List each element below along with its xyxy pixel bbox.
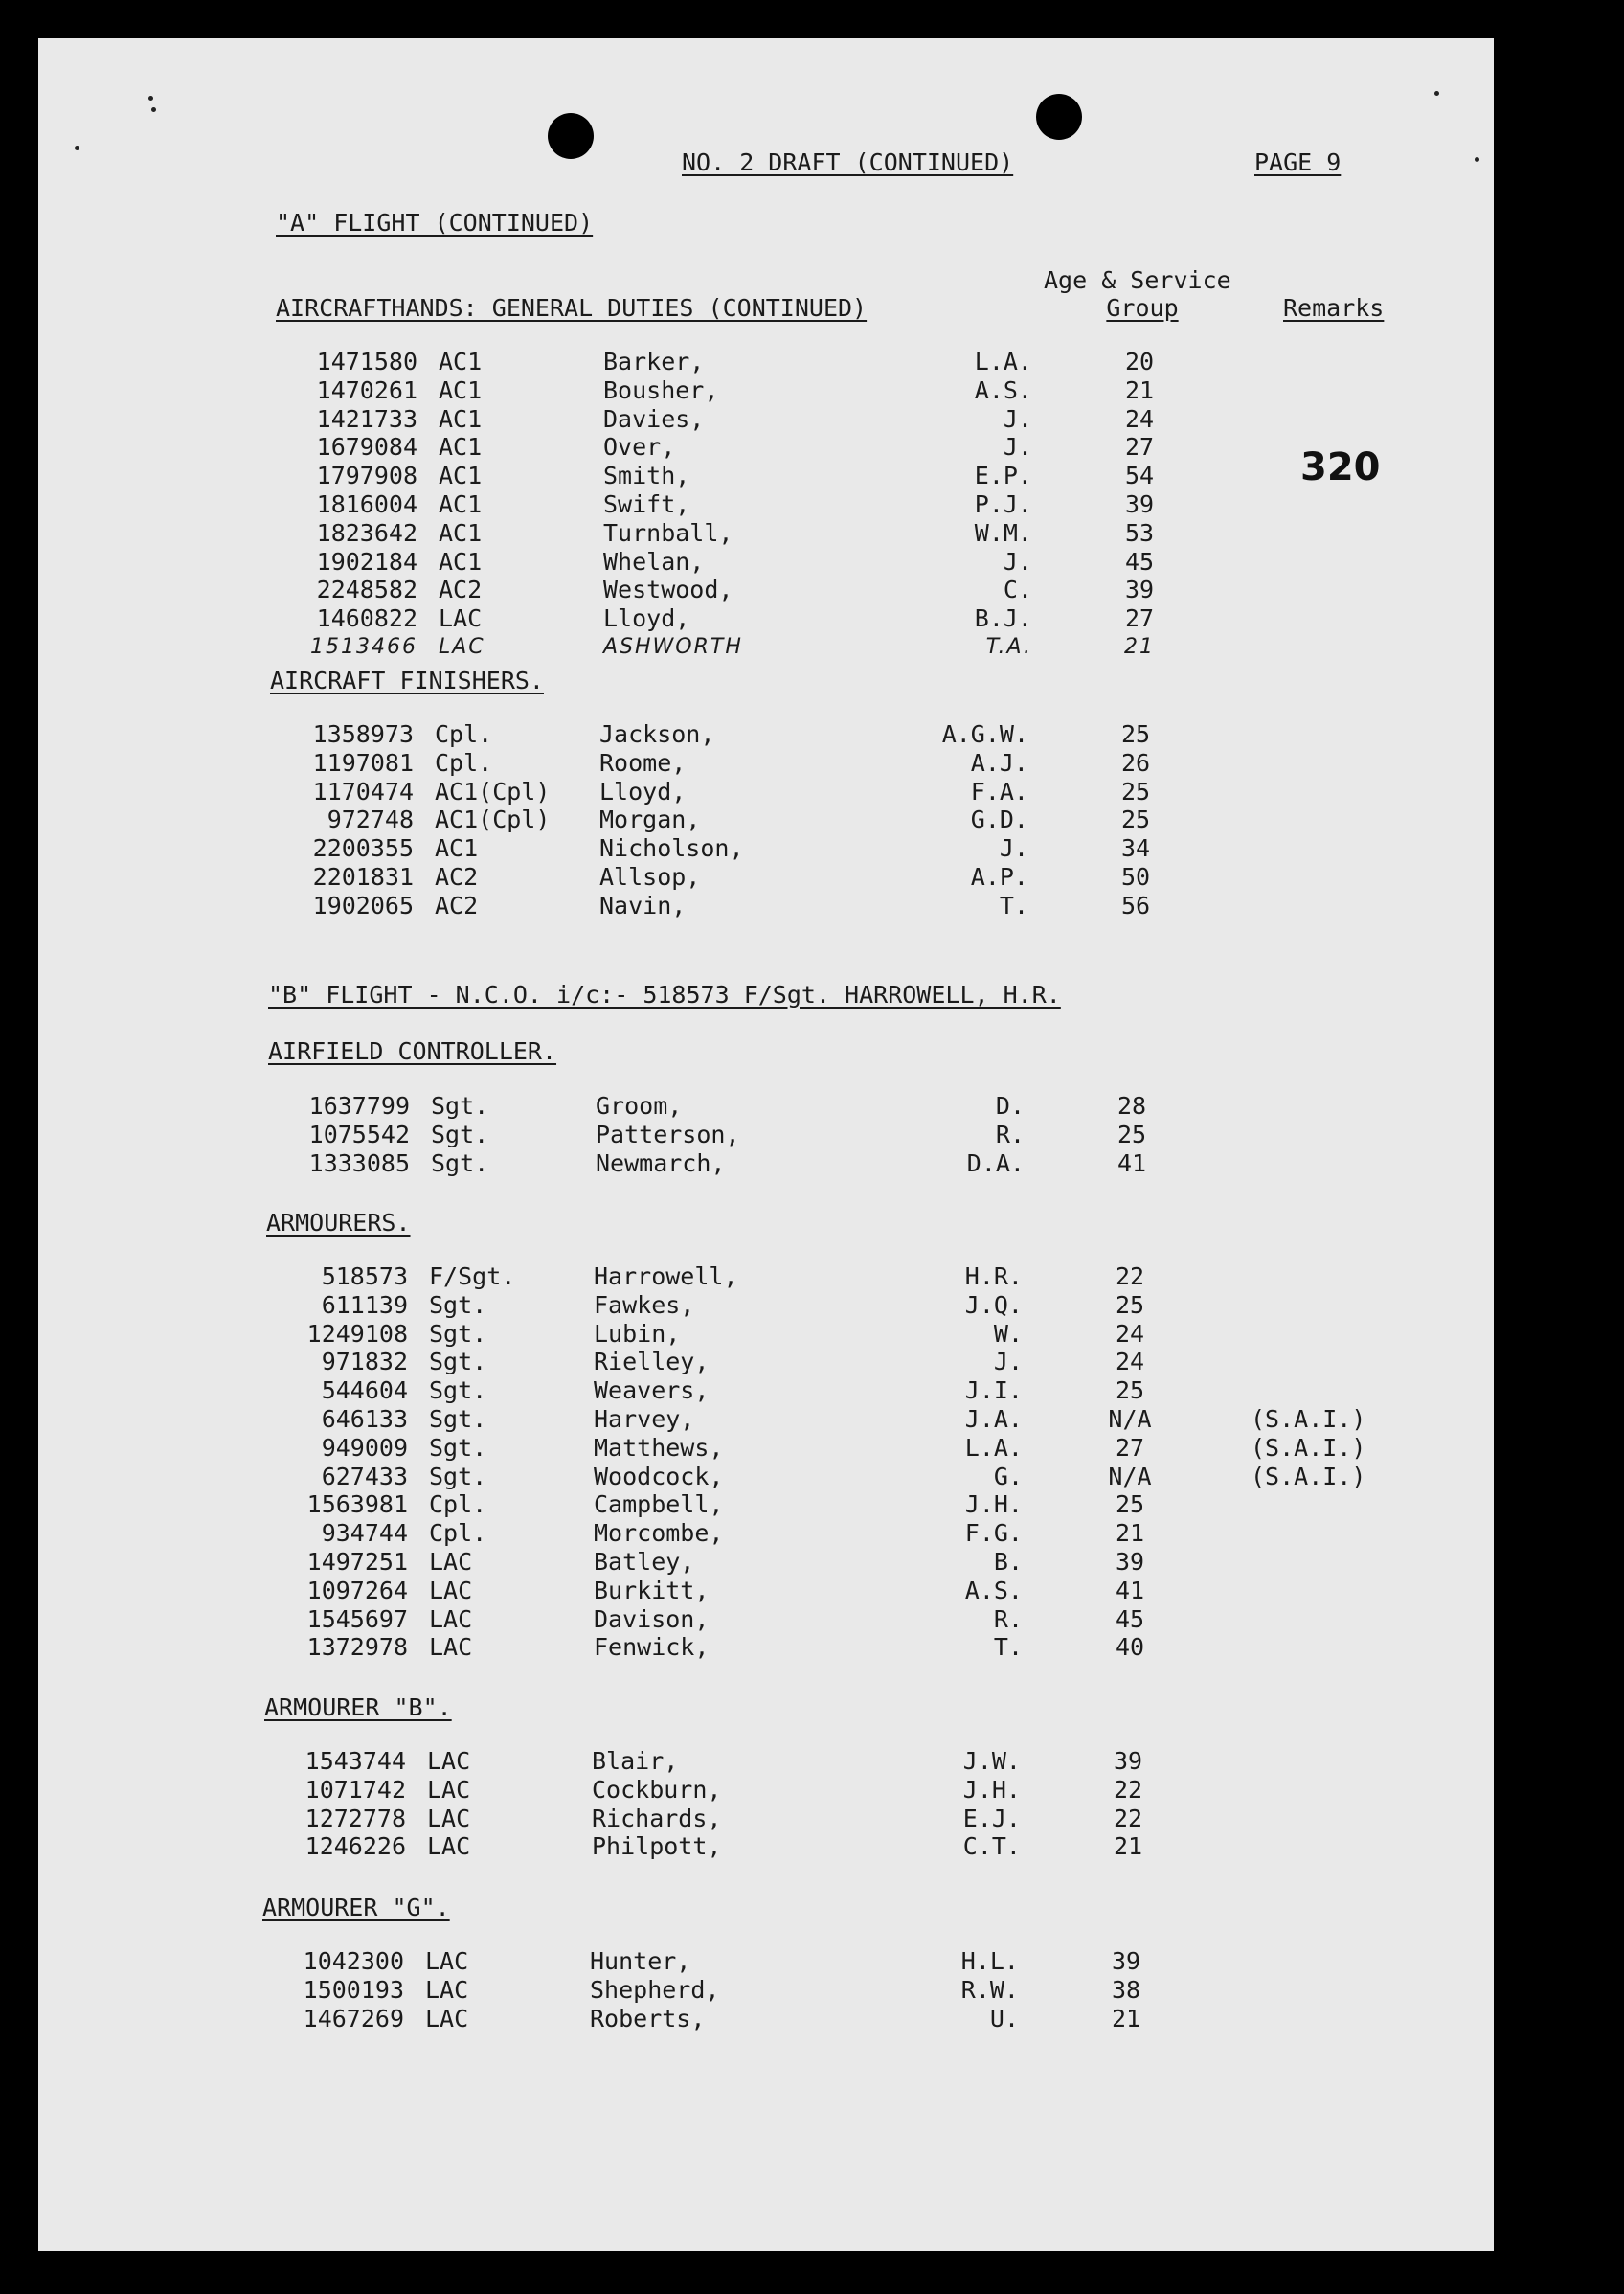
cell-num: 1071742 xyxy=(304,1775,406,1804)
cell-age: 41 xyxy=(1116,1148,1147,1177)
cell-age: N/A xyxy=(1108,1405,1152,1433)
table-row xyxy=(38,1976,1486,2005)
section-heading-armourers: ARMOURERS. xyxy=(266,1209,411,1237)
section-heading-a-flight: "A" FLIGHT (CONTINUED) xyxy=(276,209,594,237)
table-row xyxy=(38,1291,1490,1320)
cell-age: 45 xyxy=(1115,1604,1145,1633)
cell-name: Lloyd, xyxy=(599,777,687,806)
cell-init: A.J. xyxy=(970,748,1028,777)
cell-init: J.W. xyxy=(962,1747,1021,1775)
cell-rem: (S.A.I.) xyxy=(1251,1433,1366,1462)
cell-rank: Cpl. xyxy=(435,748,493,777)
cell-num: 1902065 xyxy=(312,891,414,920)
section-heading-armourer-b: ARMOURER "B". xyxy=(264,1693,452,1721)
cell-age: 41 xyxy=(1115,1576,1145,1604)
cell-num: 2201831 xyxy=(312,863,414,891)
cell-name: Hunter, xyxy=(590,1947,691,1975)
cell-rank: LAC xyxy=(429,1604,473,1633)
cell-init: C.T. xyxy=(962,1832,1021,1861)
cell-age: 21 xyxy=(1124,635,1155,659)
cell-name: Morgan, xyxy=(599,806,701,834)
cell-rank: LAC xyxy=(429,1633,473,1662)
cell-num: 971832 xyxy=(321,1348,408,1376)
cell-init: D.A. xyxy=(966,1148,1025,1177)
cell-name: Davies, xyxy=(603,404,705,433)
cell-age: 56 xyxy=(1120,891,1151,920)
cell-rank: Sgt. xyxy=(431,1148,489,1177)
cell-init: J. xyxy=(993,1348,1023,1376)
cell-rank: LAC xyxy=(425,2004,469,2033)
cell-name: Lubin, xyxy=(594,1319,681,1348)
cell-num: 1358973 xyxy=(312,720,414,748)
table-row xyxy=(44,490,1494,519)
cell-name: Fawkes, xyxy=(594,1290,695,1319)
cell-age: 39 xyxy=(1113,1747,1143,1775)
cell-age: 39 xyxy=(1111,1947,1141,1975)
cell-name: Patterson, xyxy=(596,1120,740,1148)
section-heading-aircrafthands: AIRCRAFTHANDS: GENERAL DUTIES (CONTINUED) xyxy=(276,294,868,322)
cell-name: Bousher, xyxy=(603,375,719,404)
cell-age: 21 xyxy=(1111,2004,1141,2033)
cell-age: 22 xyxy=(1113,1775,1143,1804)
punch-hole-right xyxy=(1036,94,1082,140)
cell-init: J.H. xyxy=(964,1490,1023,1519)
cell-age: 26 xyxy=(1120,748,1151,777)
cell-name: Matthews, xyxy=(594,1433,724,1462)
cell-init: L.A. xyxy=(974,348,1032,375)
cell-age: 25 xyxy=(1120,777,1151,806)
cell-init: D. xyxy=(995,1092,1025,1120)
cell-init: E.J. xyxy=(962,1804,1021,1832)
cell-rank: AC2 xyxy=(435,891,479,920)
cell-name: Davison, xyxy=(594,1604,710,1633)
stamp-number: 320 xyxy=(1300,445,1381,489)
table-row xyxy=(38,1262,1490,1291)
cell-init: L.A. xyxy=(964,1433,1023,1462)
section-heading-aircraft-finishers: AIRCRAFT FINISHERS. xyxy=(270,667,544,694)
cell-rank: LAC xyxy=(439,604,483,633)
cell-age: 25 xyxy=(1116,1120,1147,1148)
cell-rank: AC1 xyxy=(435,834,479,863)
table-row xyxy=(38,2005,1486,2033)
cell-rank: AC1 xyxy=(439,404,483,433)
cell-age: 25 xyxy=(1115,1376,1145,1405)
cell-rank: Cpl. xyxy=(429,1519,487,1548)
table-row xyxy=(40,806,1494,834)
cell-name: Navin, xyxy=(599,891,687,920)
cell-name: Groom, xyxy=(596,1092,683,1120)
cell-age: 24 xyxy=(1115,1319,1145,1348)
cell-name: Newmarch, xyxy=(596,1148,726,1177)
cell-age: 25 xyxy=(1120,720,1151,748)
cell-init: G.D. xyxy=(970,806,1028,834)
cell-num: 1460822 xyxy=(316,604,417,633)
cell-num: 627433 xyxy=(321,1462,408,1490)
table-row xyxy=(44,405,1494,434)
cell-name: Cockburn, xyxy=(592,1775,722,1804)
table-row xyxy=(44,548,1494,577)
cell-num: 1097264 xyxy=(306,1576,408,1604)
cell-init: J.H. xyxy=(962,1775,1021,1804)
cell-num: 949009 xyxy=(321,1433,408,1462)
page-title: NO. 2 DRAFT (CONTINUED) xyxy=(682,148,1014,176)
table-row xyxy=(40,863,1494,892)
cell-init: P.J. xyxy=(974,490,1032,518)
table-row xyxy=(44,519,1494,548)
cell-age: 25 xyxy=(1115,1490,1145,1519)
cell-age: 40 xyxy=(1115,1633,1145,1662)
cell-rank: Sgt. xyxy=(431,1092,489,1120)
cell-init: H.R. xyxy=(964,1262,1023,1290)
cell-name: Shepherd, xyxy=(590,1975,720,2004)
cell-init: J. xyxy=(999,834,1028,863)
cell-num: 2200355 xyxy=(312,834,414,863)
cell-num: 1500193 xyxy=(303,1975,404,2004)
cell-rank: LAC xyxy=(439,635,485,659)
cell-init: G. xyxy=(993,1462,1023,1490)
cell-num: 1467269 xyxy=(303,2004,404,2033)
cell-rank: Sgt. xyxy=(429,1319,487,1348)
cell-init: J.Q. xyxy=(964,1290,1023,1319)
table-row xyxy=(40,749,1494,778)
cell-rank: AC1(Cpl) xyxy=(435,777,551,806)
cell-num: 1471580 xyxy=(316,348,417,375)
cell-age: 28 xyxy=(1116,1092,1147,1120)
cell-name: ASHWORTH xyxy=(603,635,743,659)
cell-rank: Sgt. xyxy=(429,1405,487,1433)
cell-init: T. xyxy=(993,1633,1023,1662)
table-row xyxy=(38,1405,1490,1434)
cell-init: J.A. xyxy=(964,1405,1023,1433)
table-row xyxy=(38,1577,1490,1605)
cell-name: Turnball, xyxy=(603,518,733,547)
cell-rank: Sgt. xyxy=(431,1120,489,1148)
cell-age: 27 xyxy=(1124,433,1155,462)
table-row xyxy=(40,720,1494,749)
cell-rank: Sgt. xyxy=(429,1433,487,1462)
cell-age: 54 xyxy=(1124,462,1155,490)
cell-init: A.P. xyxy=(970,863,1028,891)
cell-name: Batley, xyxy=(594,1548,695,1576)
cell-num: 1075542 xyxy=(308,1120,410,1148)
table-row xyxy=(44,376,1494,405)
cell-rank: Sgt. xyxy=(429,1348,487,1376)
cell-num: 1421733 xyxy=(316,404,417,433)
table-row xyxy=(38,1548,1490,1577)
cell-init: B.J. xyxy=(974,604,1032,633)
cell-init: A.G.W. xyxy=(941,720,1028,748)
cell-name: Richards, xyxy=(592,1804,722,1832)
cell-name: Lloyd, xyxy=(603,604,690,633)
cell-age: 21 xyxy=(1113,1832,1143,1861)
cell-num: 2248582 xyxy=(316,576,417,604)
cell-init: J.I. xyxy=(964,1376,1023,1405)
cell-num: 1545697 xyxy=(306,1604,408,1633)
cell-init: J. xyxy=(1003,404,1032,433)
cell-rank: AC1(Cpl) xyxy=(435,806,551,834)
cell-rank: AC1 xyxy=(439,547,483,576)
cell-name: Fenwick, xyxy=(594,1633,710,1662)
cell-num: 1637799 xyxy=(308,1092,410,1120)
cell-num: 1170474 xyxy=(312,777,414,806)
section-heading-armourer-g: ARMOURER "G". xyxy=(262,1894,450,1921)
cell-age: 27 xyxy=(1124,604,1155,633)
cell-age: 34 xyxy=(1120,834,1151,863)
cell-num: 1797908 xyxy=(316,462,417,490)
cell-name: Woodcock, xyxy=(594,1462,724,1490)
cell-age: 21 xyxy=(1115,1519,1145,1548)
table-row xyxy=(38,1490,1490,1519)
cell-rank: Cpl. xyxy=(429,1490,487,1519)
cell-rank: AC1 xyxy=(439,490,483,518)
cell-num: 1563981 xyxy=(306,1490,408,1519)
table-row xyxy=(44,576,1494,604)
table-row xyxy=(38,1832,1488,1861)
cell-name: Roome, xyxy=(599,748,687,777)
table-row xyxy=(38,1320,1490,1349)
cell-init: U. xyxy=(989,2004,1019,2033)
cell-num: 544604 xyxy=(321,1376,408,1405)
cell-init: B. xyxy=(993,1548,1023,1576)
table-row xyxy=(38,1348,1490,1376)
table-row xyxy=(44,433,1494,462)
speck xyxy=(151,107,156,112)
table-row xyxy=(38,1092,1492,1121)
cell-age: 39 xyxy=(1124,490,1155,518)
cell-name: Philpott, xyxy=(592,1832,722,1861)
cell-age: 24 xyxy=(1124,404,1155,433)
cell-num: 1272778 xyxy=(304,1804,406,1832)
cell-age: 25 xyxy=(1120,806,1151,834)
speck xyxy=(75,146,79,150)
cell-rank: F/Sgt. xyxy=(429,1262,516,1290)
section-heading-b-flight: "B" FLIGHT - N.C.O. i/c:- 518573 F/Sgt. HARROWELL, H.R. xyxy=(268,981,1061,1009)
cell-init: R.W. xyxy=(960,1975,1019,2004)
cell-num: 1470261 xyxy=(316,375,417,404)
cell-name: Harvey, xyxy=(594,1405,695,1433)
table-row xyxy=(38,1463,1490,1491)
cell-name: Whelan, xyxy=(603,547,705,576)
cell-rank: Sgt. xyxy=(429,1376,487,1405)
cell-num: 1042300 xyxy=(303,1947,404,1975)
cell-init: C. xyxy=(1003,576,1032,604)
table-row xyxy=(38,1805,1488,1833)
cell-rank: Sgt. xyxy=(429,1290,487,1319)
cell-init: R. xyxy=(995,1120,1025,1148)
cell-age: 53 xyxy=(1124,518,1155,547)
cell-age: 22 xyxy=(1113,1804,1143,1832)
cell-name: Allsop, xyxy=(599,863,701,891)
cell-num: 1246226 xyxy=(304,1832,406,1861)
cell-rank: LAC xyxy=(427,1747,471,1775)
table-row xyxy=(40,778,1494,806)
cell-init: F.G. xyxy=(964,1519,1023,1548)
cell-rank: LAC xyxy=(429,1548,473,1576)
table-row xyxy=(38,1149,1492,1178)
punch-hole-left xyxy=(548,113,594,159)
cell-rank: LAC xyxy=(427,1832,471,1861)
cell-name: Jackson, xyxy=(599,720,715,748)
section-heading-airfield-controller: AIRFIELD CONTROLLER. xyxy=(268,1037,557,1065)
cell-num: 972748 xyxy=(327,806,414,834)
column-header-age-service: Age & Service xyxy=(1044,266,1231,294)
table-row xyxy=(38,1947,1486,1976)
table-row xyxy=(44,604,1494,633)
cell-age: 24 xyxy=(1115,1348,1145,1376)
cell-num: 934744 xyxy=(321,1519,408,1548)
cell-name: Westwood, xyxy=(603,576,733,604)
cell-num: 1372978 xyxy=(306,1633,408,1662)
cell-age: 38 xyxy=(1111,1975,1141,2004)
cell-rem: (S.A.I.) xyxy=(1251,1462,1366,1490)
table-row xyxy=(40,892,1494,920)
cell-name: Blair, xyxy=(592,1747,679,1775)
cell-name: Morcombe, xyxy=(594,1519,724,1548)
cell-init: F.A. xyxy=(970,777,1028,806)
cell-name: Swift, xyxy=(603,490,690,518)
cell-init: W.M. xyxy=(974,518,1032,547)
cell-age: 39 xyxy=(1124,576,1155,604)
cell-num: 518573 xyxy=(321,1262,408,1290)
document-page xyxy=(38,38,1494,2251)
cell-name: Smith, xyxy=(603,462,690,490)
cell-name: Roberts, xyxy=(590,2004,706,2033)
speck xyxy=(1475,157,1479,162)
cell-num: 1513466 xyxy=(310,635,417,659)
cell-rem: (S.A.I.) xyxy=(1251,1405,1366,1433)
table-row xyxy=(44,348,1494,376)
cell-name: Barker, xyxy=(603,348,705,375)
cell-age: 22 xyxy=(1115,1262,1145,1290)
cell-num: 1197081 xyxy=(312,748,414,777)
table-row xyxy=(38,1376,1490,1405)
cell-rank: AC1 xyxy=(439,518,483,547)
speck xyxy=(1434,91,1439,96)
cell-name: Weavers, xyxy=(594,1376,710,1405)
cell-rank: Cpl. xyxy=(435,720,493,748)
cell-rank: AC2 xyxy=(439,576,483,604)
page-number: PAGE 9 xyxy=(1254,148,1342,176)
column-header-group: Group xyxy=(1106,294,1179,322)
cell-init: A.S. xyxy=(974,375,1032,404)
cell-rank: AC1 xyxy=(439,433,483,462)
table-row xyxy=(38,1519,1490,1548)
table-row xyxy=(40,834,1494,863)
speck xyxy=(148,96,153,101)
cell-name: Nicholson, xyxy=(599,834,744,863)
cell-init: R. xyxy=(993,1604,1023,1633)
table-row xyxy=(38,1121,1492,1149)
cell-num: 1902184 xyxy=(316,547,417,576)
cell-name: Campbell, xyxy=(594,1490,724,1519)
cell-init: A.S. xyxy=(964,1576,1023,1604)
cell-name: Harrowell, xyxy=(594,1262,738,1290)
cell-num: 1816004 xyxy=(316,490,417,518)
cell-rank: Sgt. xyxy=(429,1462,487,1490)
cell-rank: AC1 xyxy=(439,375,483,404)
cell-num: 1543744 xyxy=(304,1747,406,1775)
cell-rank: LAC xyxy=(427,1775,471,1804)
table-row xyxy=(44,462,1494,490)
cell-rank: AC1 xyxy=(439,462,483,490)
table-row xyxy=(44,633,1494,662)
cell-age: 50 xyxy=(1120,863,1151,891)
cell-init: J. xyxy=(1003,547,1032,576)
table-row xyxy=(38,1434,1490,1463)
cell-rank: AC1 xyxy=(439,348,483,375)
cell-name: Rielley, xyxy=(594,1348,710,1376)
cell-age: 39 xyxy=(1115,1548,1145,1576)
cell-num: 1679084 xyxy=(316,433,417,462)
cell-age: 21 xyxy=(1124,375,1155,404)
cell-rank: LAC xyxy=(425,1947,469,1975)
cell-init: H.L. xyxy=(960,1947,1019,1975)
cell-age: 25 xyxy=(1115,1290,1145,1319)
cell-num: 611139 xyxy=(321,1290,408,1319)
table-row xyxy=(38,1633,1490,1662)
cell-num: 646133 xyxy=(321,1405,408,1433)
cell-init: W. xyxy=(993,1319,1023,1348)
cell-num: 1249108 xyxy=(306,1319,408,1348)
table-row xyxy=(38,1776,1488,1805)
cell-num: 1823642 xyxy=(316,518,417,547)
cell-init: J. xyxy=(1003,433,1032,462)
cell-init: T.A. xyxy=(985,635,1032,659)
cell-age: 27 xyxy=(1115,1433,1145,1462)
cell-init: E.P. xyxy=(974,462,1032,490)
cell-age: 20 xyxy=(1124,348,1155,375)
column-header-remarks: Remarks xyxy=(1283,294,1385,322)
cell-num: 1333085 xyxy=(308,1148,410,1177)
cell-age: 45 xyxy=(1124,547,1155,576)
cell-rank: LAC xyxy=(425,1975,469,2004)
cell-name: Over, xyxy=(603,433,676,462)
cell-init: T. xyxy=(999,891,1028,920)
cell-rank: LAC xyxy=(429,1576,473,1604)
cell-name: Burkitt, xyxy=(594,1576,710,1604)
cell-age: N/A xyxy=(1108,1462,1152,1490)
cell-rank: AC2 xyxy=(435,863,479,891)
table-row xyxy=(38,1605,1490,1634)
table-row xyxy=(38,1747,1488,1776)
cell-num: 1497251 xyxy=(306,1548,408,1576)
cell-rank: LAC xyxy=(427,1804,471,1832)
